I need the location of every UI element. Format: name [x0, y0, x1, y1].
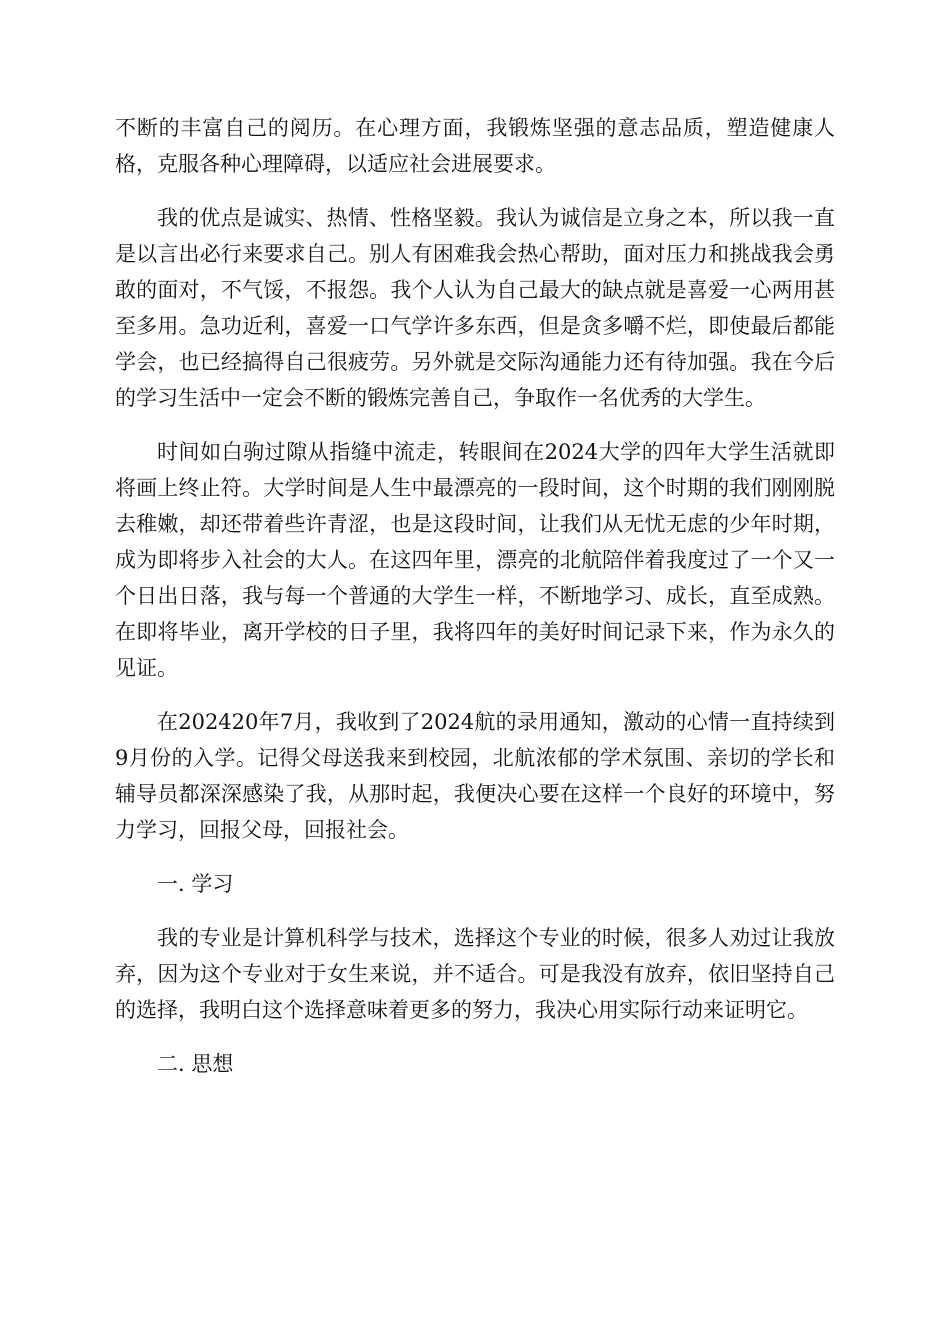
paragraph-3: 时间如白驹过隙从指缝中流走，转眼间在2024大学的四年大学生活就即将画上终止符。大学时间是人生中最漂亮的一段时间，这个时期的我们刚刚脱去稚嫩，却还带着些许青涩，也是这段时间，让我们从无忧无虑的少年时期，成为即将步入社会的大人。在这四年里，漂亮的北航陪伴着我度过了一个又一个日出日落，我与每一个普通的大学生一样，不断地学习、成长，直至成熟。在即将毕业，离开学校的日子里，我将四年的美好时间记录下来，作为永久的见证。: [115, 440, 835, 680]
section-heading-thought: 二. 思想: [157, 1052, 234, 1076]
paragraph-4: 在202420年7月，我收到了2024航的录用通知，激动的心情一直持续到9月份的入学。记得父母送我来到校园，北航浓郁的学术氛围、亲切的学长和辅导员都深深感染了我，从那时起，我便决心要在这样一个良好的环境中，努力学习，回报父母，回报社会。: [115, 710, 835, 842]
paragraph-5: 我的专业是计算机科学与技术，选择这个专业的时候，很多人劝过让我放弃，因为这个专业对于女生来说，并不适合。可是我没有放弃，依旧坚持自己的选择，我明白这个选择意味着更多的努力，我决心用实际行动来证明它。: [115, 926, 835, 1022]
paragraph-2: 我的优点是诚实、热情、性格坚毅。我认为诚信是立身之本，所以我一直是以言出必行来要求自己。别人有困难我会热心帮助，面对压力和挑战我会勇敢的面对，不气馁，不报怨。我个人认为自己最大的缺点就是喜爱一心两用甚至多用。急功近利，喜爱一口气学许多东西，但是贪多嚼不烂，即使最后都能学会，也已经搞得自己很疲劳。另外就是交际沟通能力还有待加强。我在今后的学习生活中一定会不断的锻炼完善自己，争取作一名优秀的大学生。: [115, 206, 835, 410]
document-page: [115, 110, 835, 1100]
section-heading-study: 一. 学习: [157, 872, 234, 896]
paragraph-1: 不断的丰富自己的阅历。在心理方面，我锻炼坚强的意志品质，塑造健康人格，克服各种心理障碍，以适应社会进展要求。: [115, 116, 835, 176]
